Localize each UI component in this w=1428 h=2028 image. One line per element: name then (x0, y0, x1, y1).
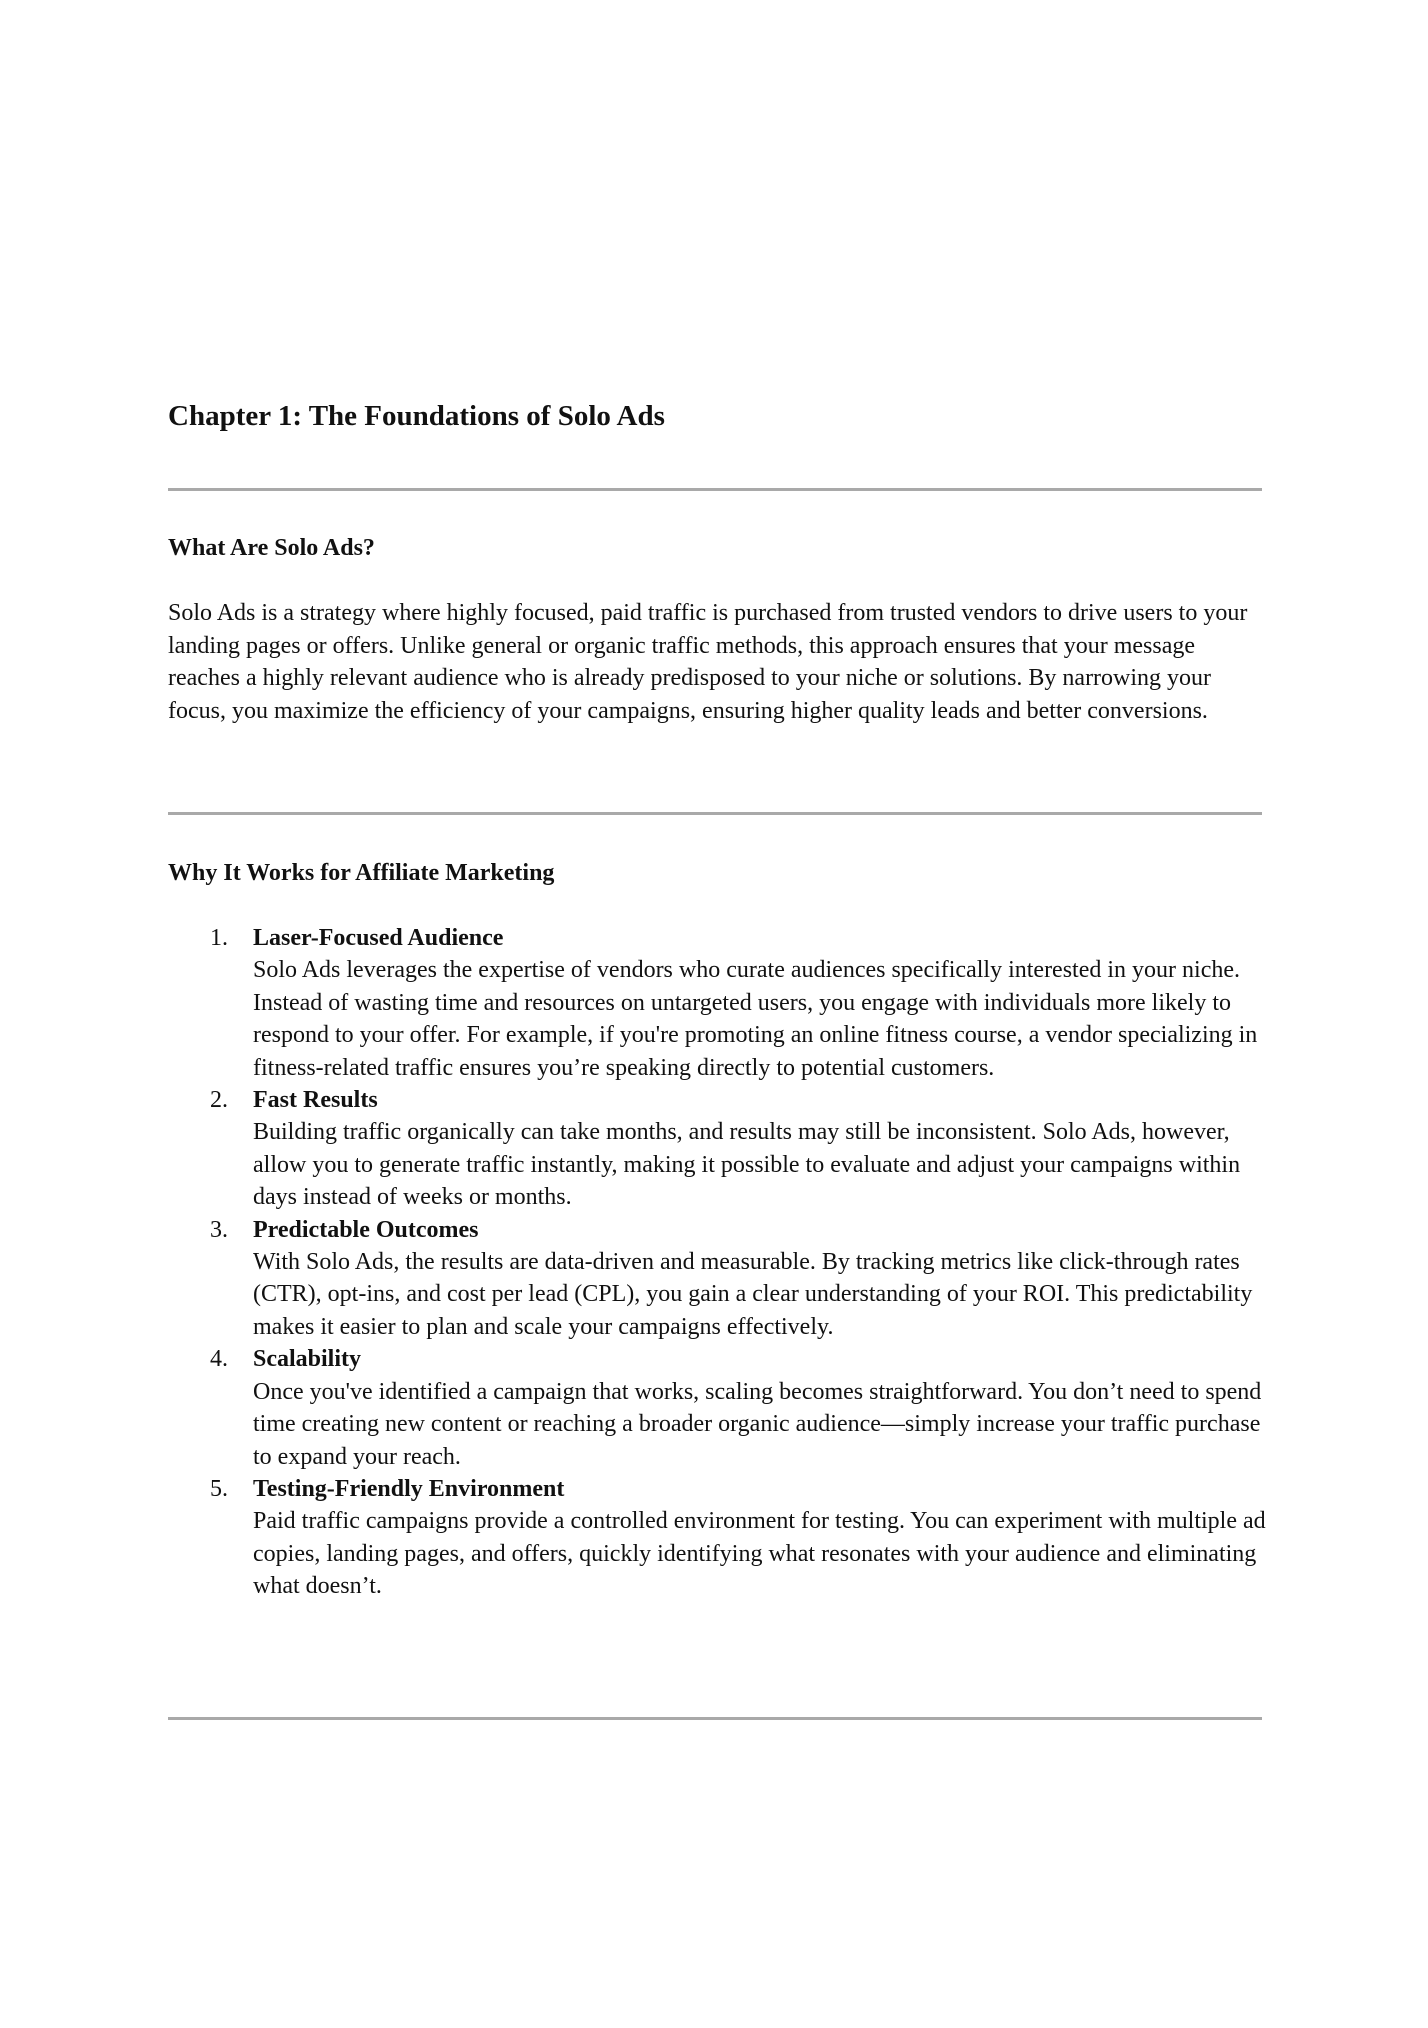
list-item (168, 1473, 1268, 1603)
horizontal-divider (168, 812, 1262, 815)
section-heading-what-are-solo-ads: What Are Solo Ads? (168, 535, 375, 561)
list-item-number: 5. (210, 1475, 228, 1502)
list-item-title: Testing-Friendly Environment (253, 1475, 565, 1502)
horizontal-divider (168, 488, 1262, 491)
list-item-title: Predictable Outcomes (253, 1216, 479, 1243)
list-item (168, 1343, 1268, 1473)
numbered-list (168, 922, 1268, 1603)
list-item-text: With Solo Ads, the results are data-driven and measurable. By tracking metrics like click-through rates (CTR), opt-ins, and cost per lead (CPL), you gain a clear understanding of your ROI. This predictability makes it easier to plan and scale your campaigns effectively. (253, 1249, 1253, 1340)
list-item (168, 1084, 1268, 1214)
list-item (168, 1214, 1268, 1344)
list-item (168, 922, 1268, 1084)
section-heading-why-it-works: Why It Works for Affiliate Marketing (168, 860, 555, 886)
list-item-text: Once you've identified a campaign that works, scaling becomes straightforward. You don’t need to spend time creating new content or reaching a broader organic audience—simply increase your traffic purchase to expand your reach. (253, 1378, 1262, 1470)
intro-paragraph: Solo Ads is a strategy where highly focused, paid traffic is purchased from trusted vendors to drive users to your landing pages or offers. Unlike general or organic traffic methods, this approach ensures that your message reaches a highly relevant audience who is already predisposed to your niche or solutions. By narrowing your focus, you maximize the efficiency of your campaigns, ensuring higher quality leads and better conversions. (168, 600, 1248, 724)
horizontal-divider (168, 1717, 1262, 1720)
list-item-number: 3. (210, 1216, 228, 1243)
list-item-text: Solo Ads leverages the expertise of vendors who curate audiences specifically interested in your niche. Instead of wasting time and resources on untargeted users, you engage with individuals more likely to respond to your offer. For example, if you're promoting an online fitness course, a vendor specializing in fitness-related traffic ensures you’re speaking directly to potential customers. (253, 957, 1258, 1081)
list-item-text: Paid traffic campaigns provide a controlled environment for testing. You can experiment with multiple ad copies, landing pages, and offers, quickly identifying what resonates with your audience and eliminating what doesn’t. (253, 1508, 1266, 1600)
list-item-number: 4. (210, 1346, 228, 1373)
chapter-title: Chapter 1: The Foundations of Solo Ads (168, 400, 665, 432)
list-item-number: 2. (210, 1087, 228, 1114)
list-item-title: Scalability (253, 1346, 362, 1373)
list-item-title: Fast Results (253, 1087, 378, 1114)
list-item-title: Laser-Focused Audience (253, 925, 504, 951)
list-item-number: 1. (210, 925, 228, 951)
list-item-text: Building traffic organically can take months, and results may still be inconsistent. Solo Ads, however, allow you to generate traffic instantly, making it possible to evaluate and adjust your campaigns within days instead of weeks or months. (253, 1119, 1241, 1211)
